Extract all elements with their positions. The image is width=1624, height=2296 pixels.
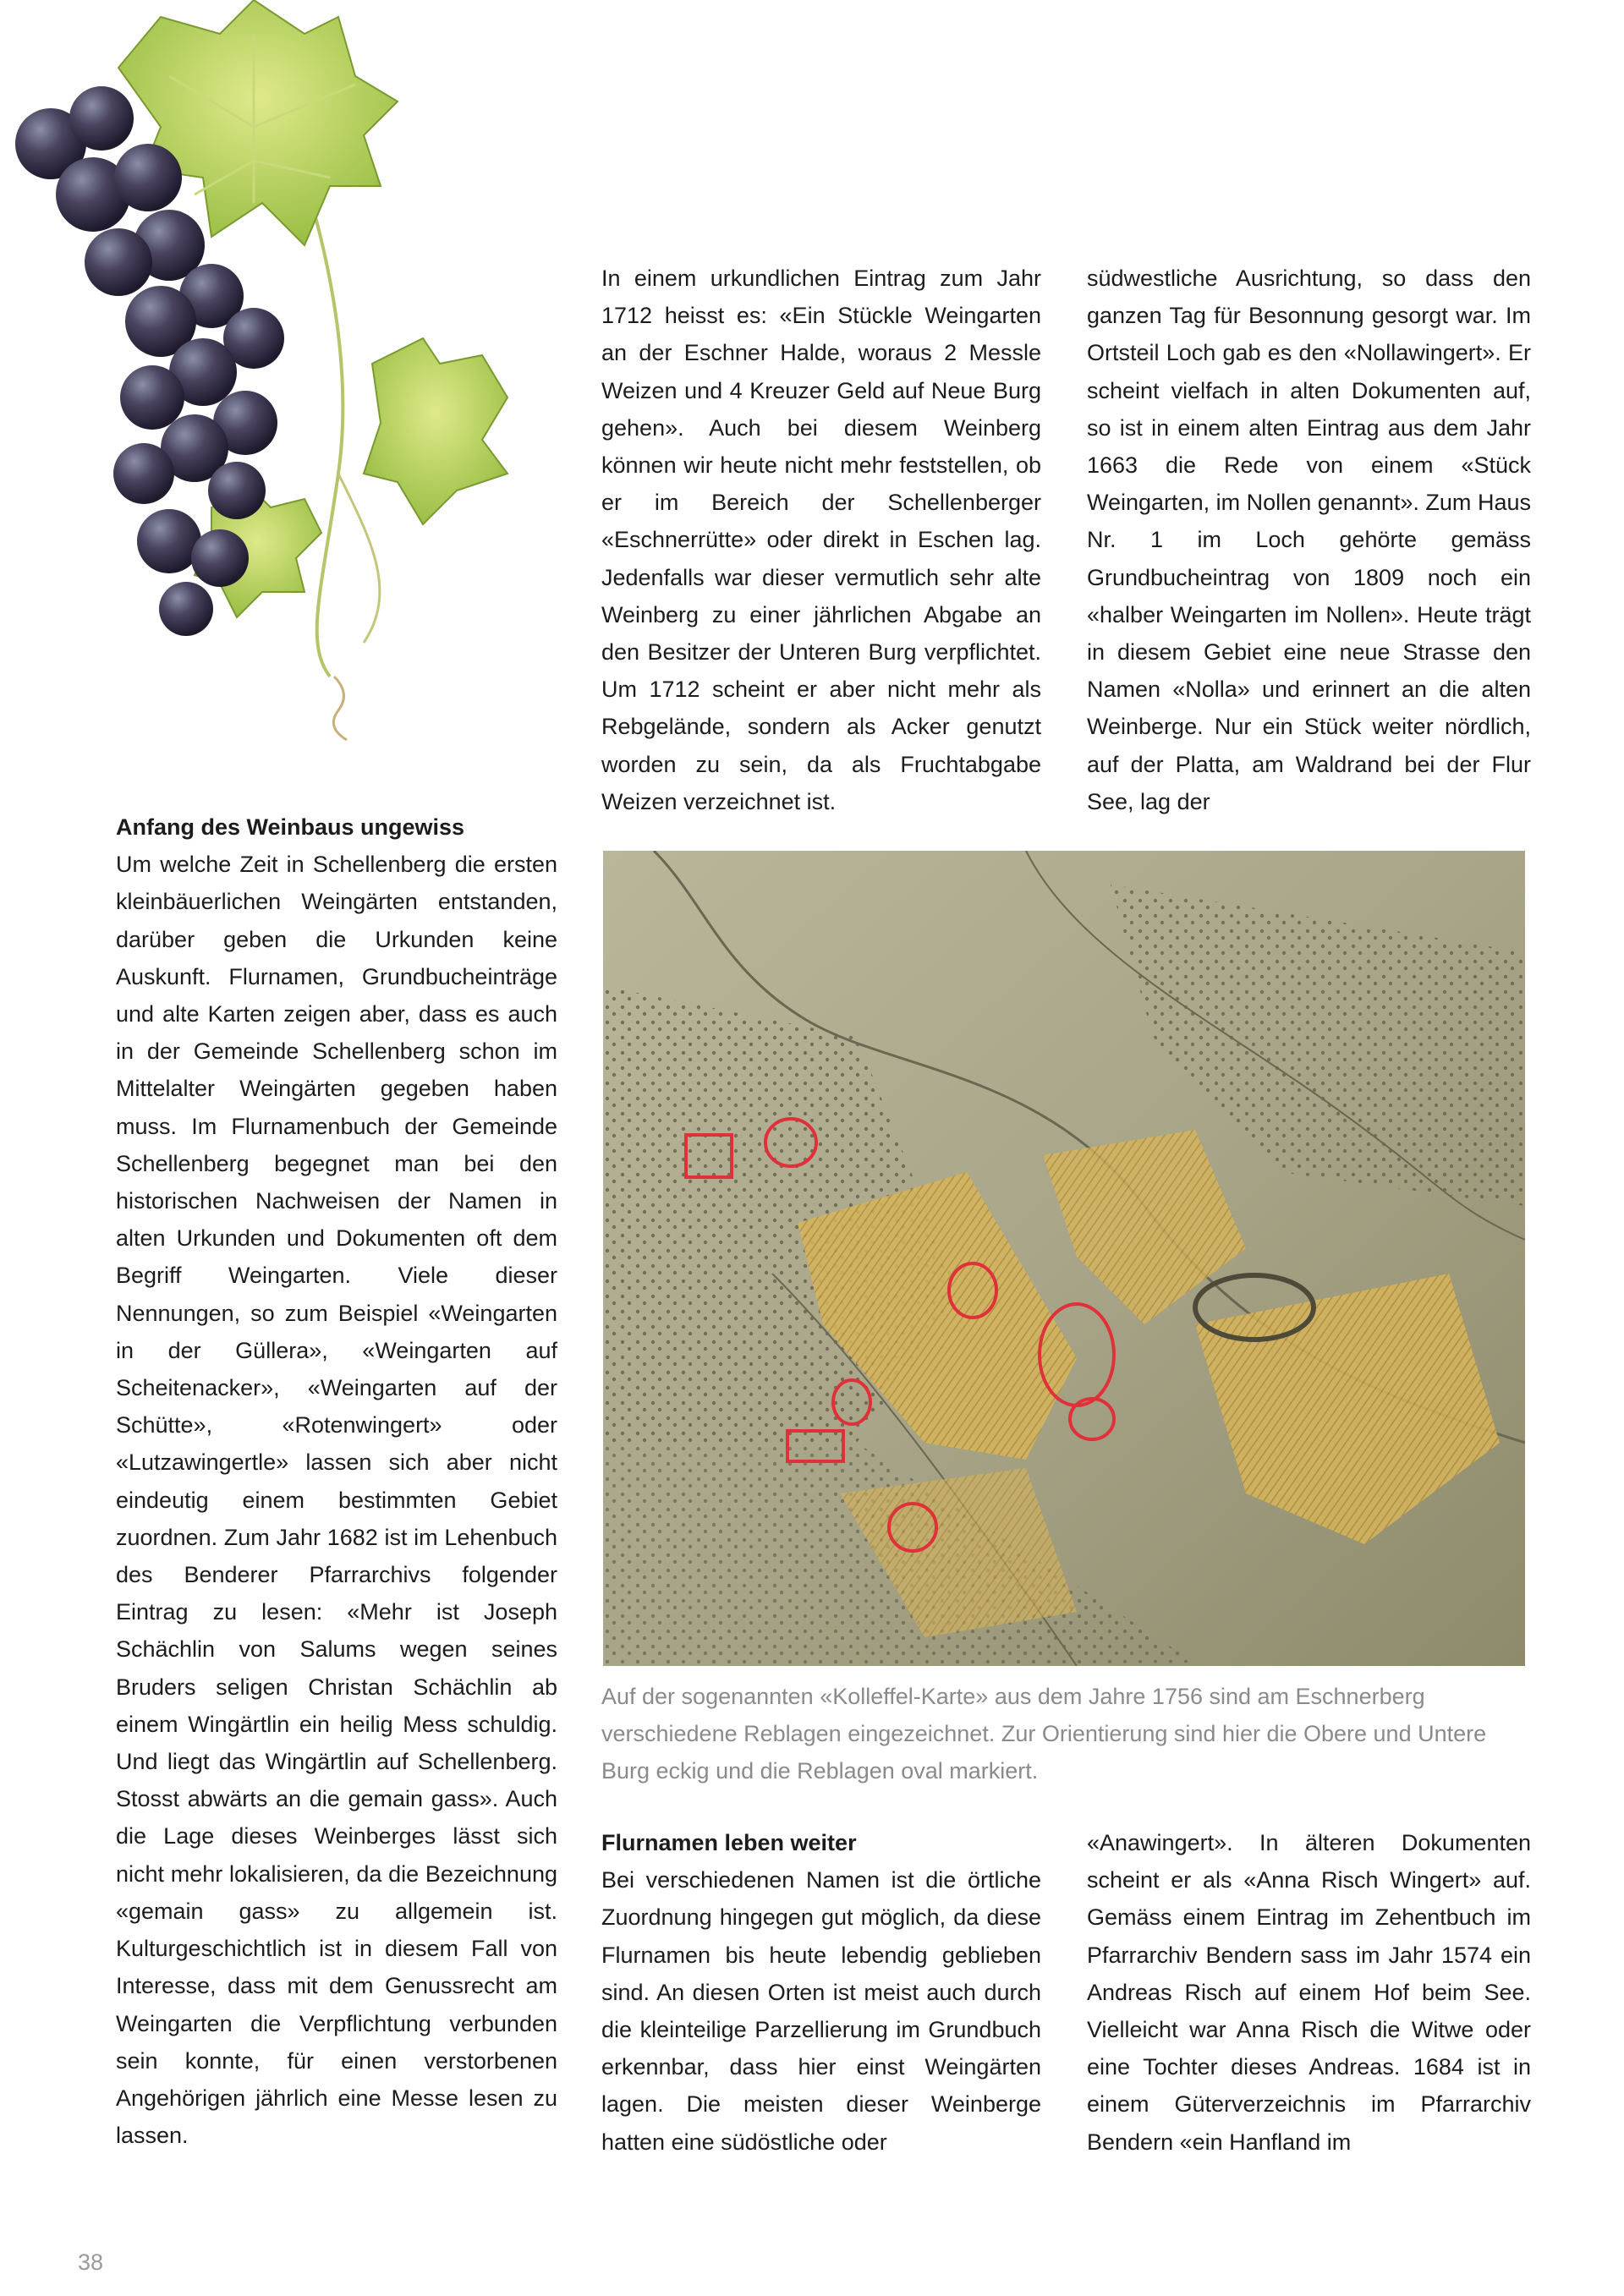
right-column-top-text: südwestliche Ausrichtung, so dass den ganzen Tag für Besonnung gesorgt war. Im Ortsteil Loch gab es den «Nollawingert». Er scheint vielfach in alten Dokumenten auf, so ist in einem alten Eintrag aus dem Jahr 1663 die Rede von einem «Stück Weingarten, im Nollen genannt». Zum Haus Nr. 1 im Loch gehörte gemäss Grundbucheintrag von 1809 noch ein «halber Weingarten im Nollen». Heute trägt in diesem Gebiet eine neue Strasse den Namen «Nolla» und erinnert an die alten Weinberge. Nur ein Stück weiter nördlich, auf der Platta, am Waldrand bei der Flur See, lag der: [1087, 266, 1531, 814]
middle-column-top: [601, 260, 1041, 820]
left-column-text: Um welche Zeit in Schellenberg die ersten kleinbäuerlichen Weingärten entstanden, darüber geben die Urkunden keine Auskunft. Flurnamen, Grundbucheinträge und alte Karten zeigen aber, dass es auch in der Gemeinde Schellenberg schon im Mittelalter Weingärten gegeben haben muss. Im Flurnamenbuch der Gemeinde Schellenberg begegnet man bei den historischen Nachweisen der Namen in alten Urkunden und Dokumenten oft dem Begriff Weingarten. Viele dieser Nennungen, so zum Beispiel «Weingarten in der Güllera», «Weingarten auf Scheitenacker», «Weingarten auf der Schütte», «Rotenwingert» oder «Lutzawingertle» lassen sich aber nicht eindeutig einem bestimmten Gebiet zuordnen. Zum Jahr 1682 ist im Lehenbuch des Benderer Pfarrarchivs folgender Eintrag zu lesen: «Mehr ist Joseph Schächlin von Salums wegen seines Bruders seligen Christan Schächlin ab einem Wingärtlin ein heilig Mess schuldig. Und liegt das Wingärtlin auf Schellenberg. Stosst abwärts an die gemain gass». Auch die Lage dieses Weinberges lässt sich nicht mehr lokalisieren, da die Bezeichnung «gemain gass» zu allgemein ist. Kulturgeschichtlich ist in diesem Fall von Interesse, dass mit dem Genussrecht am Weingarten die Verpflichtung verbunden sein konnte, für einen verstorbenen Angehörigen jährlich eine Messe lesen zu lassen.: [116, 852, 557, 2149]
figure-caption: Auf der sogenannten «Kolleffel-Karte» aus dem Jahre 1756 sind am Eschnerberg verschiedene Reblagen eingezeichnet. Zur Orientierung sind hier die Obere und Untere Burg eckig und die Reblagen oval markiert.: [601, 1684, 1487, 1784]
middle-column-top-text: In einem urkundlichen Eintrag zum Jahr 1712 heisst es: «Ein Stückle Weingarten an der Eschner Halde, woraus 2 Messle Weizen und 4 Kreuzer Geld auf Neue Burg gehen». Auch bei diesem Weinberg können wir heute nicht mehr feststellen, ob er im Bereich der Schellenberger «Eschnerrütte» oder direkt in Eschen lag. Jedenfalls war dieser vermutlich sehr alte Weinberg zu einer jährlichen Abgabe an den Besitzer der Unteren Burg verpflichtet. Um 1712 scheint er aber nicht mehr als Rebgelände, sondern als Acker genutzt worden zu sein, da als Fruchtabgabe Weizen verzeichnet ist.: [601, 266, 1041, 814]
page-number: 38: [78, 2249, 104, 2275]
historical-map-image: [603, 851, 1525, 1666]
middle-column-bottom-text: Bei verschiedenen Namen ist die örtliche Zuordnung hingegen gut möglich, da diese Flurnamen bis heute lebendig geblieben sind. An diesen Orten ist meist auch durch die kleinteilige Parzellierung im Grundbuch erkennbar, dass hier einst Weingärten lagen. Die meisten dieser Weinberge hatten eine südöstliche oder: [601, 1867, 1041, 2155]
right-column-bottom: [1087, 1824, 1531, 2161]
left-column: [116, 808, 557, 2154]
middle-column-bottom: [601, 1824, 1041, 2161]
right-column-top: [1087, 260, 1531, 820]
kolleffel-map-figure: [603, 851, 1525, 1666]
grape-vine-illustration: [0, 0, 575, 761]
section-heading-flurnamen: Flurnamen leben weiter: [601, 1830, 857, 1855]
section-heading-weinbau: Anfang des Weinbaus ungewiss: [116, 814, 465, 840]
right-column-bottom-text: «Anawingert». In älteren Dokumenten scheint er als «Anna Risch Wingert» auf. Gemäss einem Eintrag im Zehentbuch im Pfarrarchiv Bendern sass im Jahr 1574 ein Andreas Risch auf einem Hof beim See. Vielleicht war Anna Risch die Witwe oder eine Tochter dieses Andreas. 1684 ist in einem Güterverzeichnis im Pfarrarchiv Bendern «ein Hanfland im: [1087, 1830, 1531, 2155]
